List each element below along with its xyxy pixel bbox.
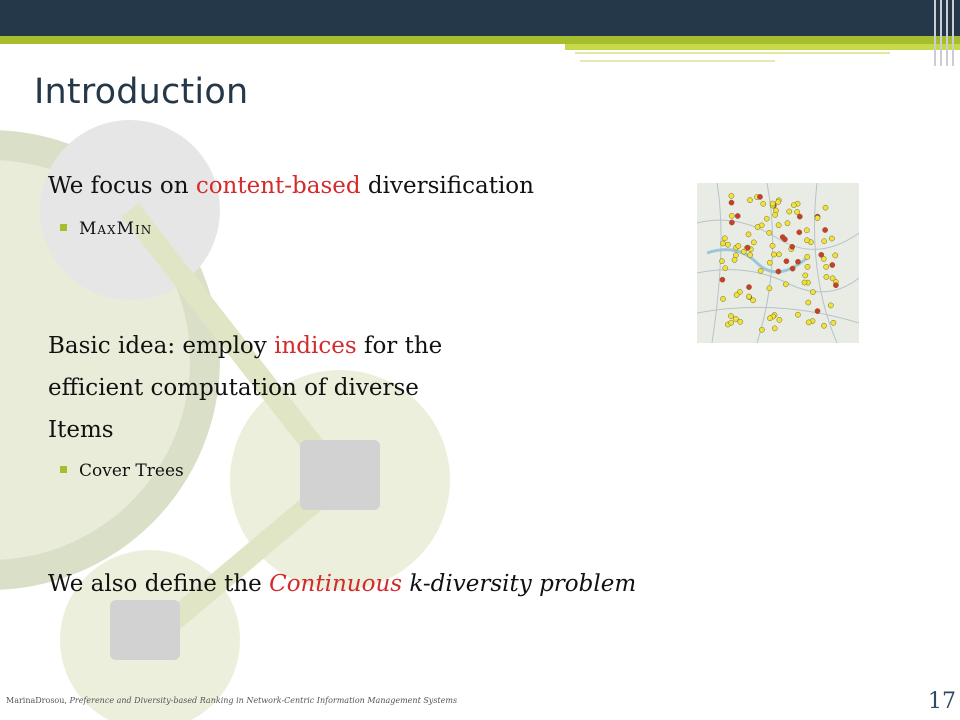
point3-post: k-diversity problem xyxy=(402,571,637,597)
footer-credit xyxy=(6,696,886,705)
header-accent-line-short xyxy=(580,60,775,62)
point3-pre: We also define the xyxy=(48,571,270,597)
footer-title: Preference and Diversity-based Ranking in Network-Centric Information Management Systems xyxy=(69,696,458,705)
square-bullet-icon xyxy=(60,224,67,231)
point2-line1-post: for the xyxy=(356,333,443,359)
header-accent-rule-secondary xyxy=(565,44,960,50)
bullet-basic-idea-line2: efficient computation of diverse xyxy=(48,375,419,401)
point2-highlight: indices xyxy=(274,333,357,359)
corner-stripes xyxy=(930,0,956,66)
bullet-continuous-k-diversity xyxy=(48,571,636,597)
slide-title: Introduction xyxy=(34,72,249,112)
bullet-content-based xyxy=(48,173,534,199)
point1-pre: We focus on xyxy=(48,173,196,199)
point3-highlight: Continuous xyxy=(269,571,403,597)
sub2-label: Cover Trees xyxy=(79,461,184,481)
sub-bullet-maxmin xyxy=(60,219,152,239)
footer-author: MarinaDrosou, xyxy=(6,696,70,705)
sub1-label: MaxMin xyxy=(79,219,153,239)
header-bar xyxy=(0,0,960,36)
point2-line1-pre: Basic idea: employ xyxy=(48,333,275,359)
square-bullet-icon xyxy=(60,466,67,473)
bullet-basic-idea-line1 xyxy=(48,333,442,359)
header-accent-rule xyxy=(0,36,960,44)
map-with-pins-icon xyxy=(697,183,859,343)
point1-post: diversification xyxy=(360,173,534,199)
sub-bullet-cover-trees xyxy=(60,461,184,481)
point1-highlight: content-based xyxy=(195,173,361,199)
page-number: 17 xyxy=(928,689,956,714)
header-accent-line xyxy=(575,52,890,54)
bullet-basic-idea-line3: Items xyxy=(48,417,114,443)
